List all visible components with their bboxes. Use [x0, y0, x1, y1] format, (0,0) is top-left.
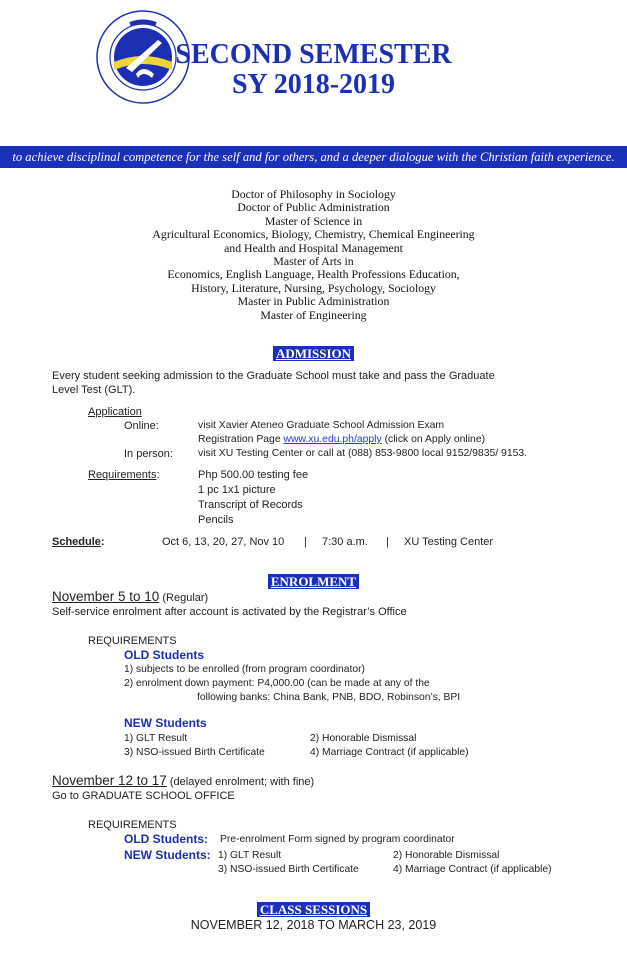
title-second-semester: SECOND SEMESTER: [175, 39, 452, 70]
program-line: Agricultural Economics, Biology, Chemistry, Chemical Engineering: [152, 227, 475, 242]
requirement-item: Transcript of Records: [198, 499, 303, 511]
online-text-pre: Registration Page: [198, 434, 284, 445]
requirements-colon: :: [156, 469, 160, 481]
program-line: Master of Arts in: [273, 254, 354, 269]
program-line: and Health and Hospital Management: [224, 240, 403, 255]
online-text-post: (click on Apply online): [381, 434, 486, 445]
program-line: Master of Engineering: [260, 307, 367, 322]
late-note: (delayed enrolment; with fine): [166, 776, 315, 788]
late-old-students-text: Pre-enrolment Form signed by program coordinator: [220, 834, 455, 845]
late-new-student-item: 3) NSO-issued Birth Certificate: [218, 864, 359, 875]
late-dates: November 12 to 17: [52, 773, 167, 788]
online-text-line2: [198, 433, 485, 447]
admission-intro: Every student seeking admission to the Graduate School must take and pass the Graduate: [52, 370, 495, 382]
program-line: Doctor of Philosophy in Sociology: [231, 187, 396, 201]
requirements-heading: REQUIREMENTS: [88, 635, 177, 647]
class-sessions-dates: NOVEMBER 12, 2018 TO MARCH 23, 2019: [190, 918, 437, 932]
old-students-label: OLD Students: [124, 648, 204, 662]
regular-description: Self-service enrolment after account is activated by the Registrar’s Office: [52, 606, 407, 618]
late-requirements-heading: REQUIREMENTS: [88, 819, 177, 831]
in-person-label: In person:: [124, 448, 173, 460]
motto-banner: to achieve disciplinal competence for the self and for others, and a deeper dialogue with the Christian faith experience.: [0, 146, 627, 168]
program-list: [0, 188, 627, 322]
enrolment-heading: ENROLMENT: [268, 574, 359, 589]
application-label: Application: [88, 406, 142, 418]
late-old-students-label: OLD Students:: [124, 832, 208, 846]
schedule-separator: |: [386, 536, 389, 548]
schedule-label: Schedule: [52, 536, 101, 548]
new-students-label: NEW Students: [124, 716, 207, 730]
old-student-item: 1) subjects to be enrolled (from program coordinator): [124, 664, 365, 675]
regular-note: (Regular): [159, 592, 209, 604]
late-description: Go to GRADUATE SCHOOL OFFICE: [52, 790, 235, 802]
title-school-year: SY 2018-2019: [231, 69, 396, 100]
requirements-label: Requirements: [88, 469, 157, 481]
requirement-item: 1 pc 1x1 picture: [198, 484, 276, 496]
new-student-item: 3) NSO-issued Birth Certificate: [124, 747, 265, 758]
requirement-item: Php 500.00 testing fee: [198, 469, 309, 481]
late-new-student-item: 1) GLT Result: [218, 850, 282, 861]
late-new-students-label: NEW Students:: [124, 848, 211, 862]
online-text: visit Xavier Ateneo Graduate School Admission Exam: [198, 420, 445, 431]
in-person-text: visit XU Testing Center or call at (088) 853-9800 local 9152/9835/ 9153.: [198, 448, 528, 459]
old-student-item: 2) enrolment down payment: P4,000.00 (can be made at any of the: [124, 678, 430, 689]
class-sessions-heading: CLASS SESSIONS: [257, 902, 370, 917]
schedule-separator: |: [304, 536, 307, 548]
program-line: Master in Public Administration: [237, 294, 390, 309]
schedule-colon: :: [100, 536, 105, 548]
new-student-item: 2) Honorable Dismissal: [310, 733, 417, 744]
regular-dates: November 5 to 10: [52, 589, 160, 604]
apply-link[interactable]: www.xu.edu.ph/apply: [283, 434, 382, 445]
schedule-time: 7:30 a.m.: [322, 536, 368, 548]
program-line: Economics, English Language, Health Professions Education,: [167, 267, 460, 282]
new-student-item: 1) GLT Result: [124, 733, 188, 744]
new-student-item: 4) Marriage Contract (if applicable): [310, 747, 469, 758]
admission-intro-cont: Level Test (GLT).: [52, 384, 136, 396]
admission-heading: ADMISSION: [273, 346, 354, 361]
requirements-label-wrap: [88, 468, 160, 482]
late-enrolment-line: [52, 773, 314, 789]
online-label: Online:: [124, 420, 159, 432]
regular-enrolment-line: [52, 589, 208, 605]
requirement-item: Pencils: [198, 514, 234, 526]
schedule-label-wrap: [52, 535, 105, 549]
schedule-place: XU Testing Center: [404, 536, 494, 548]
late-new-student-item: 4) Marriage Contract (if applicable): [393, 864, 552, 875]
schedule-dates: Oct 6, 13, 20, 27, Nov 10: [162, 536, 285, 548]
admission-heading-wrap: [0, 345, 627, 363]
program-line: History, Literature, Nursing, Psychology, Sociology: [191, 280, 436, 295]
program-line: Master of Science in: [264, 213, 363, 228]
old-student-item: following banks: China Bank, PNB, BDO, Robinson’s, BPI: [197, 692, 461, 703]
program-line: Doctor of Public Administration: [237, 200, 390, 215]
late-new-student-item: 2) Honorable Dismissal: [393, 850, 500, 861]
